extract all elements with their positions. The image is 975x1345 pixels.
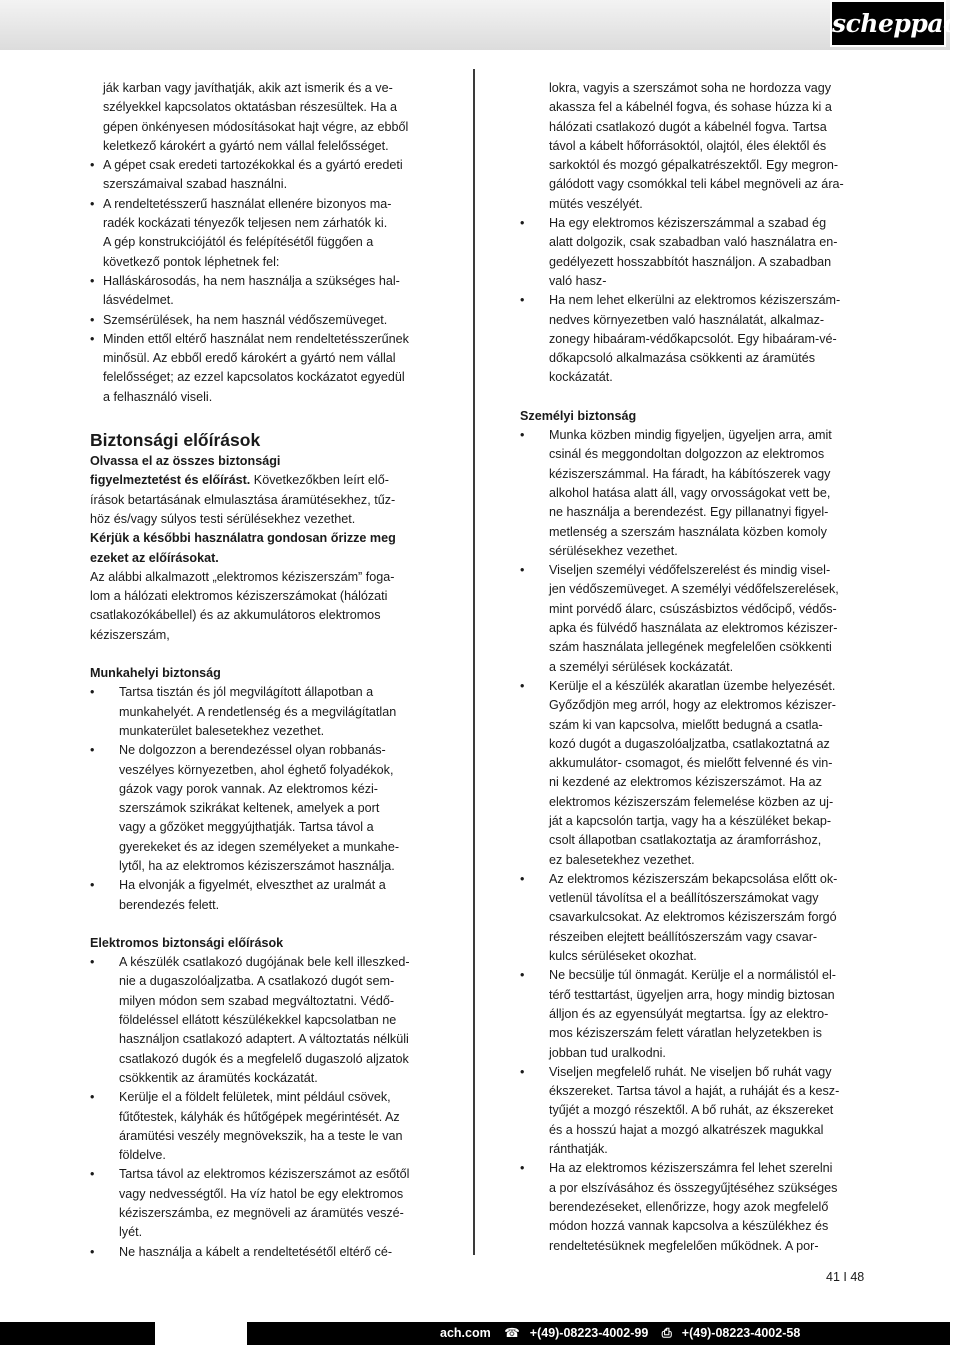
text-line: mütés veszélyét. — [549, 196, 643, 211]
text-line: jobban tud uralkodni. — [549, 1045, 666, 1060]
list-item — [90, 1165, 428, 1242]
text-line: lásvédelmet. — [103, 293, 174, 308]
text-line: írások betartásának elmulasztása áramütésekhez, tűz- — [90, 492, 396, 507]
keep-instructions — [90, 529, 428, 568]
text-line: Munka közben mindig figyeljen, ügyeljen arra, amit — [549, 428, 832, 443]
section-title-electrical: Elektromos biztonsági előírások — [90, 935, 284, 950]
footer-white-block — [155, 1322, 247, 1345]
text-line: módon hozzá vannak kapcsolva a készülékhez és — [549, 1219, 829, 1234]
text-line: lytől, ha az elektromos kéziszerszámot használja. — [119, 858, 395, 873]
text-line: való hasz- — [549, 273, 607, 288]
text-line: gázok vagy porok vannak. Az elektromos kézi- — [119, 781, 378, 796]
list-item — [90, 876, 428, 915]
text-line: ez balesetekhez vezethet. — [549, 852, 695, 867]
list-item — [90, 311, 428, 330]
text-line: szerszámaival szabad használni. — [103, 177, 288, 192]
text-line: Ne becsülje túl önmagát. Kerülje el a normálistól el- — [549, 968, 836, 983]
text-line: csatlakozókábellel) és az akkumulátoros elektromos — [90, 608, 381, 623]
contact-info — [440, 1322, 810, 1345]
text-line: a felhasználó viseli. — [103, 389, 213, 404]
text-line: Viseljen megfelelő ruhát. Ne viseljen bő ruhát vagy — [549, 1064, 832, 1079]
text-line: ránthatják. — [549, 1142, 608, 1157]
text-line: Ne dolgozzon a berendezéssel olyan robbanás- — [119, 743, 386, 758]
bullet-list-a — [90, 156, 428, 233]
safety-text-start: Következőkben leírt elő- — [250, 473, 389, 488]
list-item — [90, 741, 428, 876]
fax-number: +(49)-08223-4002-58 — [681, 1326, 801, 1340]
text-line: kéziszerszámmal. Ha fáradt, ha kábítószerek vagy — [549, 466, 831, 481]
text-line: álljon és az egyensúlyát megtartsa. Így az elektro- — [549, 1006, 829, 1021]
text-line: A gép konstrukciójától és felépítésétől függően a — [103, 235, 374, 250]
fax-icon: ⎙ — [661, 1326, 672, 1340]
text-line: ékszereket. Tartsa távol a haját, a ruháját és a kesz- — [549, 1084, 840, 1099]
text-line: Ha az elektromos kéziszerszámra fel lehet szerelni — [549, 1161, 833, 1176]
text-line: vagy a gőzöket meggyújthatják. Tartsa távol a — [119, 820, 374, 835]
text-line: A rendeltetésszerű használat ellenére bizonyos ma- — [103, 196, 392, 211]
text-line: Ha elvonják a figyelmét, elveszthet az uralmát a — [119, 878, 386, 893]
text-line: következő pontok léphetnek fel: — [103, 254, 280, 269]
safety-subtitle-2: figyelmeztetést és előírást. — [90, 473, 251, 488]
list-item — [90, 195, 428, 234]
safety-subtitle: Olvassa el az összes biztonsági — [90, 454, 281, 469]
page-number: 41 I 48 — [826, 1270, 865, 1284]
text-line: Kerülje el a földelt felületek, mint például csövek, — [119, 1090, 391, 1105]
text-line: részeiben elejtett beállítószerszám vagy csavar- — [549, 929, 818, 944]
telephone-icon: ☎ — [504, 1326, 520, 1340]
safety-text — [90, 493, 395, 526]
text-line: berendezéseket, ellenőrizze, hogy azok megfelelő — [549, 1199, 829, 1214]
text-line: gépen önkényesen módosításokat hajt végre, az ebből — [103, 119, 409, 134]
list-item — [520, 870, 860, 966]
text-line: dőkapcsoló alkalmazása csökkenti az áramütés — [549, 351, 815, 366]
text-line: csatlakozó dugók és a megfelelő dugaszoló aljzatok — [119, 1051, 409, 1066]
text-line: szám ki van kapcsolva, mielőtt bedugná a csatla- — [549, 717, 823, 732]
scheppach-logo: scheppach — [830, 0, 946, 47]
text-line: elektromos kéziszerszám felemelése közben az uj- — [549, 794, 834, 809]
text-line: nedves környezetben való használatát, alkalmaz- — [549, 312, 825, 327]
text-line: Szemsérülések, ha nem használ védőszemüveget. — [103, 312, 388, 327]
text-line: kéziszerszám, — [90, 627, 170, 642]
section-title-workplace: Munkahelyi biztonság — [90, 666, 221, 681]
text-line: és a hosszú hajat a mozgó alkatrészek magukkal — [549, 1122, 824, 1137]
workplace-list — [90, 683, 428, 915]
text-line: Tartsa távol az elektromos kéziszerszámot az esőtől — [119, 1167, 410, 1182]
text-line: metlenség a szerszám használata közben komoly — [549, 524, 827, 539]
text-line: csavarkulcsokat. Az elektromos kéziszerszám forgó — [549, 910, 837, 925]
text-line: ezeket az előírásokat. — [90, 550, 219, 565]
safety-intro — [90, 452, 428, 529]
text-line: ják karban vagy javíthatják, akik azt ismerik és a ve- — [103, 81, 393, 95]
text-line: a személyi sérülések kockázatát. — [549, 659, 734, 674]
text-line: Ne használja a kábelt a rendeltetésétől eltérő cé- — [119, 1244, 393, 1259]
text-line: akassza fel a kábelnél fogva, és sohase húzza ki a — [549, 100, 832, 115]
text-line: kéziszerszámba, ez megnöveli az áramütés veszé- — [119, 1206, 404, 1221]
list-item — [520, 291, 860, 387]
text-line: veszélyes környezetben, ahol éghető folyadékok, — [119, 762, 394, 777]
text-line: minősül. Az ebből eredő károkért a gyártó nem vállal — [103, 351, 396, 366]
list-item — [90, 1088, 428, 1165]
left-column — [90, 79, 428, 1262]
footer-bar — [0, 1322, 950, 1345]
list-item — [520, 426, 860, 561]
text-line: Ha nem lehet elkerülni az elektromos kéziszerszám- — [549, 293, 841, 308]
text-line: tyűjét a mozgó részektől. A bő ruhát, az ékszereket — [549, 1103, 834, 1118]
text-line: Kerülje el a készülék akaratlan üzembe helyezését. — [549, 678, 836, 693]
text-line: akkumulátor- csomagot, és mielőtt felvenné és vin- — [549, 756, 833, 771]
text-line: csolt állapotban csatlakoztatja az áramforráshoz, — [549, 833, 822, 848]
text-line: fűtőtestek, kályhák és hűtőgépek megérintését. Az — [119, 1109, 400, 1124]
text-line: kozó dugót a dugaszolóaljzatba, csatlakoztatná az — [549, 736, 830, 751]
text-line: távol a kábelt hőforrásoktól, olajtól, éles élektől és — [549, 138, 827, 153]
text-line: földeléssel ellátott készülékekkel kapcsolatban ne — [119, 1013, 397, 1028]
text-line: használjon csatlakozó adaptert. A változtatás nélküli — [119, 1032, 409, 1047]
website-fragment: ach.com — [440, 1326, 491, 1340]
section-title-safety: Biztonsági előírások — [90, 430, 261, 451]
text-line: lokra, vagyis a szerszámot soha ne hordozza vagy — [549, 81, 832, 95]
text-line: gedélyezett hosszabbítót használjon. A szabadban — [549, 254, 832, 269]
text-line: Győződjön meg arról, hogy az elektromos kéziszer- — [549, 698, 836, 713]
right-column — [520, 79, 860, 1256]
list-item — [90, 272, 428, 311]
text-line: sérülésekhez vezethet. — [549, 543, 678, 558]
text-line: vagy nedvességtől. Ha víz hatol be egy elektromos — [119, 1186, 404, 1201]
text-line: Az elektromos kéziszerszám bekapcsolása előtt ok- — [549, 871, 838, 886]
text-line: szélyekkel kapcsolatos oktatásban részesültek. Ha a — [103, 100, 398, 115]
phone-number: +(49)-08223-4002-99 — [529, 1326, 649, 1340]
list-item — [90, 1243, 428, 1262]
list-item — [90, 683, 428, 741]
text-line: lyét. — [119, 1225, 143, 1240]
text-line: csinál és meggondoltan dolgozzon az elektromos — [549, 447, 825, 462]
text-line: alkohol hatása alatt áll, vagy orvosságokat vett be, — [549, 485, 831, 500]
list-item — [520, 214, 860, 291]
text-line: a por elszívásához és összegyűjtéséhez szükséges — [549, 1180, 838, 1195]
text-line: Az alábbi alkalmazott „elektromos kéziszerszám” foga- — [90, 569, 395, 584]
text-line: keletkező károkért a gyártó nem vállal felelősséget. — [103, 138, 389, 153]
continued-paragraph — [520, 79, 860, 214]
list-item — [520, 677, 860, 870]
text-line: Ha egy elektromos kéziszerszámmal a szabad ég — [549, 216, 827, 231]
text-line: höz és/vagy súlyos testi sérülésekhez vezethet. — [90, 511, 356, 526]
text-line: mos kéziszerszám felett váratlan helyzetekben is — [549, 1026, 822, 1041]
text-line: sarkoktól és mozgó gépalkatrészektől. Egy megron- — [549, 158, 839, 173]
electrical-list — [90, 953, 428, 1262]
text-line: ját a kapcsolón tartja, vagy ha a készüléket bekap- — [549, 813, 832, 828]
text-line: rendeltetésüknek megfelelően működnek. A por- — [549, 1238, 819, 1253]
term-definition — [90, 568, 428, 645]
text-line: kulcs sérüléseket okozhat. — [549, 949, 697, 964]
text-line: csökkentik az áramütés kockázatát. — [119, 1070, 318, 1085]
text-line: térő testtartást, ügyeljen arra, hogy mindig biztosan — [549, 987, 835, 1002]
text-line: A készülék csatlakozó dugójának bele kell illeszked- — [119, 955, 410, 970]
text-line: gyerekeket és az idegen személyeket a munkahe- — [119, 839, 400, 854]
text-line: lom a hálózati elektromos kéziszerszámokat (hálózati — [90, 589, 388, 604]
text-line: áramütési veszély megnövekszik, ha a teste le van — [119, 1128, 403, 1143]
text-line: A gépet csak eredeti tartozékokkal és a gyártó eredeti — [103, 158, 403, 173]
bullet-list-b — [90, 272, 428, 407]
electrical-list-continued — [520, 214, 860, 388]
section-title-personal: Személyi biztonság — [520, 408, 637, 423]
text-line: radék kockázati tényezők teljesen nem zárhatók ki. — [103, 216, 388, 231]
list-item — [90, 156, 428, 195]
text-line: kockázatát. — [549, 370, 613, 385]
text-line: földelve. — [119, 1148, 166, 1163]
residual-risk-intro — [90, 233, 428, 272]
text-line: felelősséget; az ezzel kapcsolatos kockázatot egyedül — [103, 370, 405, 385]
text-line: nie a dugaszolóaljzatba. A csatlakozó dugót sem- — [119, 974, 395, 989]
text-line: alatt dolgozik, csak szabadban való használatra en- — [549, 235, 838, 250]
text-line: munkahelyét. A rendetlenség és a megvilágítatlan — [119, 704, 397, 719]
text-line: Kérjük a későbbi használatra gondosan őrizze meg — [90, 531, 396, 546]
text-line: hálózati csatlakozó dugót a kábelnél fogva. Tartsa — [549, 119, 827, 134]
text-line: munkaterület balesetekhez vezethet. — [119, 723, 325, 738]
personal-safety-list — [520, 426, 860, 1256]
list-item — [90, 953, 428, 1088]
text-line: Tartsa tisztán és jól megvilágított állapotban a — [119, 685, 374, 700]
text-line: Viseljen személyi védőfelszerelést és mindig visel- — [549, 563, 831, 578]
text-line: Minden ettől eltérő használat nem rendeltetésszerűnek — [103, 331, 409, 346]
text-line: szerszámok szikrákat keltenek, amelyek a port — [119, 801, 380, 816]
text-line: vetlenül távolítsa el a beállítószerszámokat vagy — [549, 891, 819, 906]
text-line: mint porvédő álarc, csúszásbiztos védőcipő, védős- — [549, 601, 837, 616]
continued-paragraph — [90, 79, 428, 156]
text-line: jen védőszemüveget. A személyi védőfelszerelések, — [549, 582, 839, 597]
list-item — [520, 966, 860, 1062]
text-line: ni kezdené az elektromos kéziszerszámot. Ha az — [549, 775, 822, 790]
text-line: zonegy hibaáram-védőkapcsolót. Egy hibaáram-vé- — [549, 331, 837, 346]
list-item — [90, 330, 428, 407]
text-line: gálódott vagy csomókkal teli kábel megnöveli az ára- — [549, 177, 844, 192]
text-line: berendezés felett. — [119, 897, 220, 912]
list-item — [520, 1159, 860, 1255]
text-line: szám használata jellegének megfelelően csökkenti — [549, 640, 832, 655]
text-line: apka és fülvédő használata az elektromos kéziszer- — [549, 621, 838, 636]
header-band — [0, 0, 950, 50]
text-line: milyen módon sem szabad megváltoztatni. Védő- — [119, 993, 395, 1008]
text-line: ne használja a berendezést. Egy pillanatnyi figyel- — [549, 505, 829, 520]
list-item — [520, 1063, 860, 1159]
column-divider — [473, 69, 475, 1255]
list-item — [520, 561, 860, 677]
text-line: Halláskárosodás, ha nem használja a szükséges hal- — [103, 273, 400, 288]
